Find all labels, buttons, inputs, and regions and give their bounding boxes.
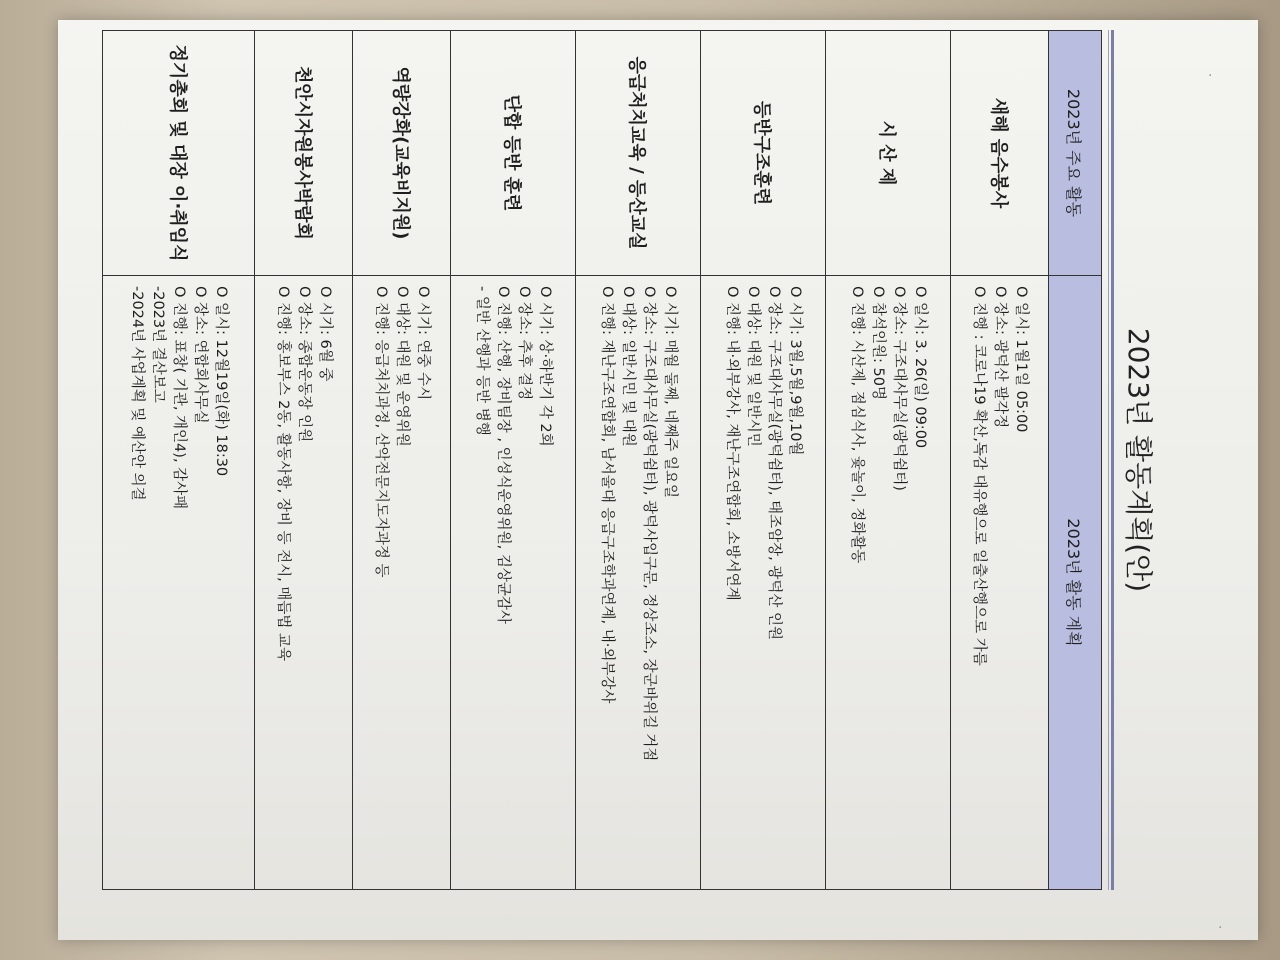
plan-line: O 일시: 3. 26(일) 09:00 xyxy=(912,286,929,449)
plan-line: O 대상: 일반시민 및 대원 xyxy=(620,286,637,447)
activity-plan-cell xyxy=(576,276,701,890)
title-underline xyxy=(1111,30,1114,890)
activity-plan-cell xyxy=(951,276,1049,890)
activity-name: 단합 등반 훈련 xyxy=(451,31,576,276)
table-row xyxy=(353,31,451,890)
table-row xyxy=(103,31,255,890)
plan-line: O 대상: 대원 및 운영위원 xyxy=(394,286,411,447)
paper-speck-mark: · xyxy=(1208,68,1213,84)
document-title: 2023년 활동계획(안) xyxy=(1122,327,1155,593)
plan-line: O 장소: 구조대사무실(광덕쉼터) xyxy=(891,286,908,491)
plan-line: O 장소: 연합회사무실 xyxy=(192,286,209,424)
title-underline-thin xyxy=(1108,30,1109,890)
plan-line: O 장소: 추후 결정 xyxy=(516,286,533,401)
plan-line: O 장소: 광덕산 팔각정 xyxy=(992,286,1009,429)
table-row xyxy=(951,31,1049,890)
paper-speck-mark: · xyxy=(1218,920,1223,936)
activity-plan-cell xyxy=(701,276,826,890)
table-row xyxy=(576,31,701,890)
activity-plan-table xyxy=(102,30,1102,890)
activity-plan-cell xyxy=(255,276,353,890)
activity-name: 등반구조훈련 xyxy=(701,31,826,276)
table-row xyxy=(826,31,951,890)
activity-plan-cell xyxy=(103,276,255,890)
plan-line: O 대상: 대원 및 일반시민 xyxy=(745,286,762,447)
plan-line: O 일시: 1월1일 05:00 xyxy=(1013,286,1030,433)
activity-plan-cell xyxy=(353,276,451,890)
plan-line: O 진행: 산행, 장비팀장 , 인성식운영위원, 김상균감사 xyxy=(495,286,512,624)
plan-line: O 시기: 연중 수시 xyxy=(415,286,432,401)
activity-plan-cell xyxy=(826,276,951,890)
table-body xyxy=(103,31,1049,890)
plan-line: O 진행: 시산제, 점심식사, 윷놀이, 정화활동 xyxy=(849,286,866,564)
plan-line: O 진행 : 코로나19 확산,독감 대유행으로 일출산행으로 가름 xyxy=(971,286,988,666)
plan-line: O 장소: 구조대사무실(광덕쉼터), 광덕사입구문, 정상조소, 장군바위길 거점 xyxy=(641,286,658,762)
plan-line: O 진행: 내·외부강사, 재난구조연합회, 소방서연계 xyxy=(724,286,741,601)
activity-name: 시 산 제 xyxy=(826,31,951,276)
plan-line: O 진행: 표창( 기관, 개인4), 감사패 xyxy=(171,286,188,510)
plan-line: O 일시: 12월19일(화) 18:30 xyxy=(213,286,230,477)
plan-line: O 시기: 상·하반기 각 2회 xyxy=(537,286,554,447)
activity-name: 정기총회 및 대장 이·취임식 xyxy=(103,31,255,276)
plan-line: - 일반 산행과 등반 병행 xyxy=(474,286,491,436)
activity-name: 응급처치교육 / 등산교실 xyxy=(576,31,701,276)
document-page xyxy=(38,30,1158,890)
table-row xyxy=(255,31,353,890)
plan-line: O 참석인원: 50명 xyxy=(870,286,887,401)
activity-name: 역량강화(교육비지원) xyxy=(353,31,451,276)
plan-line: O 시기: 매월 둘째, 네째주 일요일 xyxy=(662,286,679,499)
activity-plan-cell xyxy=(451,276,576,890)
header-activity-plan: 2023년 활동 계획 xyxy=(1049,276,1102,890)
plan-line: O 진행: 재난구조연합회, 남서울대 응급구조학과연계, 내·외부강사 xyxy=(599,286,616,704)
activity-name: 새해 음수봉사 xyxy=(951,31,1049,276)
plan-line: O 진행: 응급처치과정, 산악전문지도자과정 등 xyxy=(373,286,390,578)
table-header-row xyxy=(1049,31,1102,890)
header-main-activities: 2023년 주요 활동 xyxy=(1049,31,1102,276)
plan-line: -2023년 결산보고 xyxy=(150,286,167,403)
plan-line: O 시기: 6월 중 xyxy=(317,286,334,382)
table-row xyxy=(451,31,576,890)
activity-name: 천안시자원봉사박람회 xyxy=(255,31,353,276)
plan-line: -2024년 사업계획 및 예산안 의결 xyxy=(129,286,146,501)
table-row xyxy=(701,31,826,890)
plan-line: O 장소: 종합운동장 인원 xyxy=(296,286,313,443)
plan-line: O 시기: 3월,5월,9월,10월 xyxy=(787,286,804,456)
plan-line: O 진행: 홍보부스 2동, 활동사항, 장비 등 전시, 매듭법 교육 xyxy=(275,286,292,661)
plan-line: O 장소: 구조대사무실(광덕쉼터), 태조암장, 광덕산 인원 xyxy=(766,286,783,641)
